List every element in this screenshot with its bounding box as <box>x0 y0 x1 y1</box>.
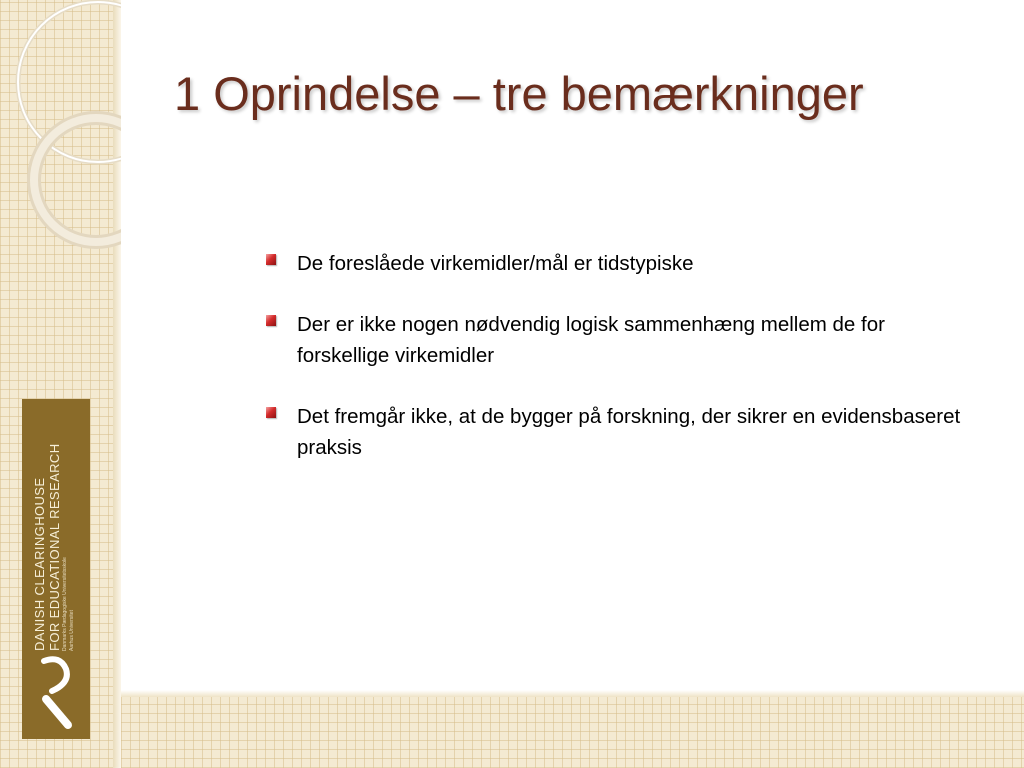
decorative-circles <box>0 0 121 300</box>
slide-title: 1 Oprindelse – tre bemærkninger <box>174 67 864 120</box>
bottom-decorative-band <box>121 697 1024 768</box>
bullet-text: Der er ikke nogen nødvendig logisk sammenhæng mellem de for forskellige virkemidler <box>297 313 885 367</box>
logo-line-4: Aarhus Universitet <box>69 610 75 651</box>
bullet-square-icon <box>266 407 276 418</box>
bullet-list <box>266 248 966 493</box>
logo-text-block <box>32 443 76 651</box>
bullet-square-icon <box>266 254 276 265</box>
bottom-band-edge <box>121 690 1024 697</box>
bullet-text: De foreslåede virkemidler/mål er tidstypiske <box>297 252 694 275</box>
bullet-item <box>266 248 966 279</box>
logo-line-2: FOR EDUCATIONAL RESEARCH <box>47 443 62 651</box>
clearinghouse-logo <box>22 399 90 739</box>
bullet-item <box>266 401 966 463</box>
logo-line-3: Danmarks Pædagogiske Universitetsskole <box>62 557 68 651</box>
bullet-text: Det fremgår ikke, at de bygger på forskning, der sikrer en evidensbaseret praksis <box>297 405 961 459</box>
bullet-square-icon <box>266 315 276 326</box>
logo-mark-icon <box>32 655 80 733</box>
logo-line-1: DANISH CLEARINGHOUSE <box>32 477 47 651</box>
bullet-item <box>266 309 966 371</box>
